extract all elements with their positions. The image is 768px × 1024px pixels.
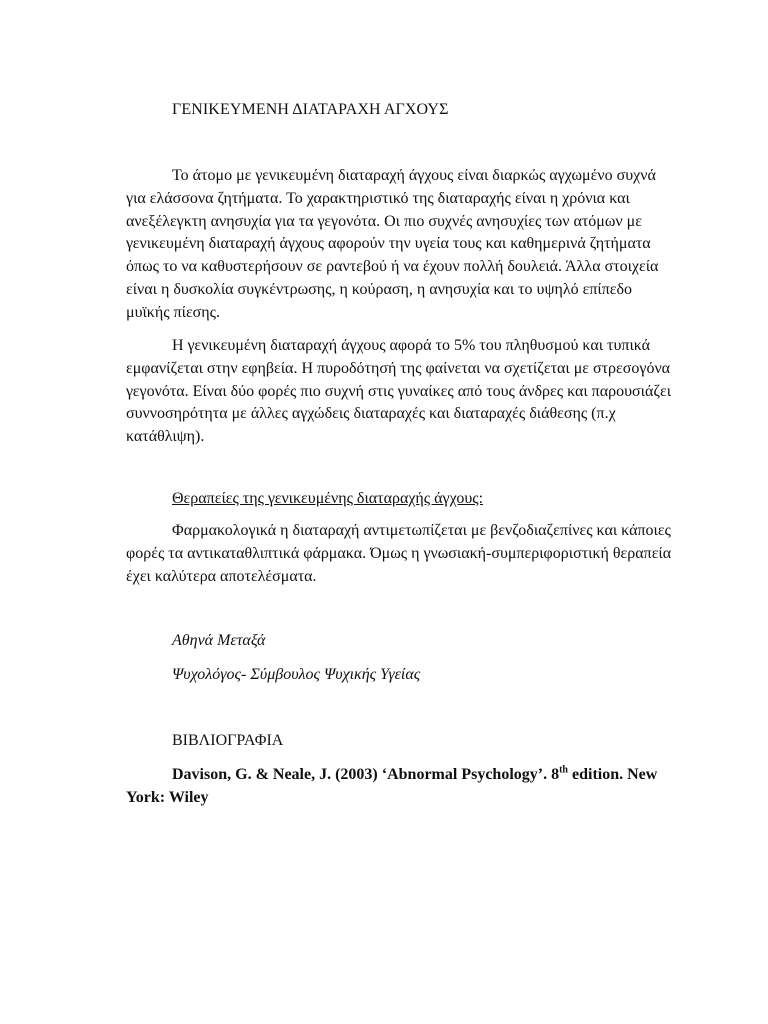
paragraph-description: Το άτομο με γενικευμένη διαταραχή άγχους είναι διαρκώς αγχωμένο συχνά για ελάσσονα ζητήματα. Το χαρακτηριστικό της διαταραχής είναι η χρόνια και ανεξέλεγκτη ανησυχία για τα γεγονότα. Οι πιο συχνές ανησυχίες των ατόμων με γενικευμένη διαταραχή άγχους αφορούν την υγεία τους και καθημερινά ζητήματα όπως το να καθυστερήσουν σε ραντεβού ή να έχουν πολλή δουλειά. Άλλα στοιχεία είναι η δυσκολία συγκέντρωσης, η κούραση, η ανησυχία και το υψηλό επίπεδο μυϊκής πίεσης. [126,167,659,321]
bibliography-entry [126,764,686,810]
bibliography-entry-sup: th [559,764,568,776]
author-role: Ψυχολόγος- Σύμβουλος Ψυχικής Υγείας [172,666,421,683]
bibliography-entry-main: Davison, G. & Neale, J. (2003) ‘Abnormal Psychology’. 8 [172,766,560,783]
author-name: Αθηνά Μεταξά [172,632,266,649]
bibliography-entry-rest: edition. New York: Wiley [126,766,658,806]
treatment-paragraph: Φαρμακολογικά η διαταραχή αντιμετωπίζεται με βενζοδιαζεπίνες και κάποιες φορές τα αντικαταθλιπτικά φάρμακα. Όμως η γνωσιακή-συμπεριφοριστική θεραπεία έχει καλύτερα αποτελέσματα. [126,522,672,585]
paragraph-prevalence: Η γενικευμένη διαταραχή άγχους αφορά το 5% του πληθυσμού και τυπικά εμφανίζεται στην εφηβεία. Η πυροδότησή της φαίνεται να σχετίζεται με στρεσογόνα γεγονότα. Είναι δύο φορές πιο συχνή στις γυναίκες από τους άνδρες και παρουσιάζει συννοσηρότητα με άλλες αγχώδεις διαταραχές και διαταραχές διάθεσης (π.χ κατάθλιψη). [126,337,672,446]
treatment-heading: Θεραπείες της γενικευμένης διαταραχής άγχους: [172,490,484,507]
bibliography-heading: ΒΙΒΛΙΟΓΡΑΦΙΑ [172,732,284,749]
document-title: ΓΕΝΙΚΕΥΜΕΝΗ ΔΙΑΤΑΡΑΧΗ ΑΓΧΟΥΣ [172,101,449,118]
